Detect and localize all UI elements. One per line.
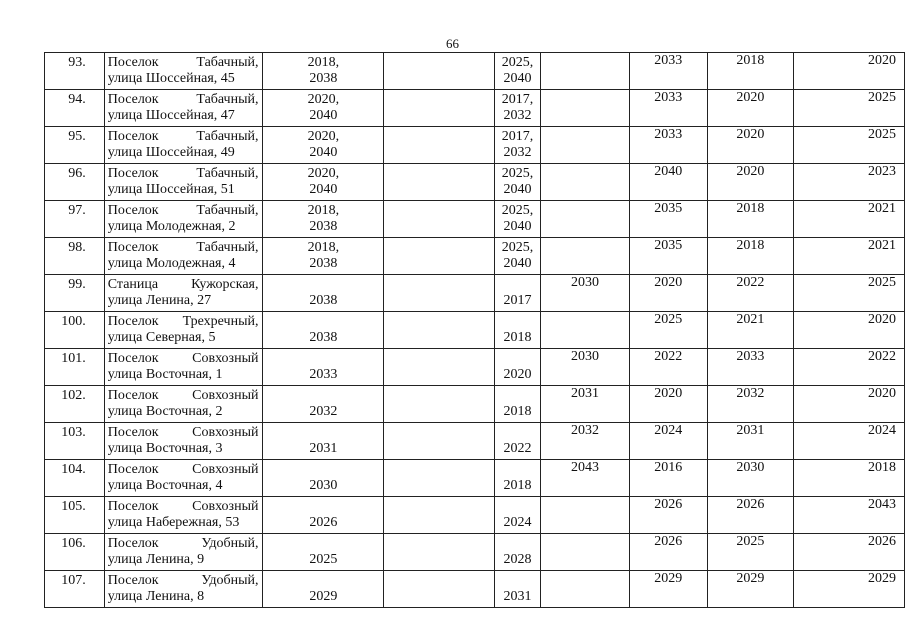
year-value: 2025, (501, 203, 534, 218)
cell-col-7: 2033 (629, 90, 707, 127)
cell-col-8: 2031 (707, 423, 793, 460)
cell-col-8: 2033 (707, 349, 793, 386)
year-cell-1 (263, 53, 384, 90)
year-cell-2 (494, 90, 541, 127)
year-cell-2 (494, 423, 541, 460)
settlement-type: Поселок (107, 462, 159, 477)
cell-col-7: 2026 (629, 497, 707, 534)
settlement-type: Поселок (107, 536, 159, 551)
table-row (45, 275, 905, 312)
year-cell-1 (263, 460, 384, 497)
cell-col-4 (384, 164, 494, 201)
year-value (263, 425, 383, 441)
address-line-1 (108, 462, 259, 478)
year-cell-1 (263, 201, 384, 238)
year-value: 2033 (309, 367, 338, 382)
address-cell (104, 571, 263, 608)
settlement-type: Поселок (107, 129, 159, 144)
settlement-name: Совхозный (192, 388, 259, 403)
settlement-type: Поселок (107, 166, 159, 181)
year-value: 2017, (501, 92, 534, 107)
row-number: 100. (45, 312, 105, 349)
year-value: 2040 (503, 219, 532, 234)
year-value (495, 351, 541, 367)
year-cell-2 (494, 275, 541, 312)
cell-col-7: 2020 (629, 275, 707, 312)
row-number: 99. (45, 275, 105, 312)
year-value (263, 314, 383, 330)
year-value: 2018, (307, 240, 340, 255)
year-cell-2 (494, 497, 541, 534)
year-value (495, 388, 541, 404)
address-line-2: улица Северная, 5 (107, 330, 216, 345)
cell-col-7: 2033 (629, 53, 707, 90)
cell-col-8: 2018 (707, 53, 793, 90)
cell-col-4 (384, 275, 494, 312)
address-cell (104, 423, 263, 460)
cell-col-9: 2021 (794, 238, 905, 275)
year-cell-1 (263, 312, 384, 349)
row-number: 106. (45, 534, 105, 571)
table-row (45, 238, 905, 275)
table-row (45, 312, 905, 349)
table-row (45, 164, 905, 201)
year-cell-2 (494, 201, 541, 238)
settlement-name: Табачный, (196, 92, 259, 107)
row-number: 104. (45, 460, 105, 497)
cell-col-9: 2021 (794, 201, 905, 238)
table-row (45, 90, 905, 127)
cell-col-6 (541, 571, 629, 608)
address-line-2: улица Восточная, 4 (107, 478, 223, 493)
table-row (45, 127, 905, 164)
row-number: 107. (45, 571, 105, 608)
cell-col-8: 2026 (707, 497, 793, 534)
year-cell-1 (263, 275, 384, 312)
cell-col-4 (384, 349, 494, 386)
settlement-type: Станица (107, 277, 159, 292)
year-value (263, 388, 383, 404)
page-number: 66 (446, 36, 459, 51)
cell-col-7: 2029 (629, 571, 707, 608)
settlement-name: Табачный, (196, 129, 259, 144)
table-row (45, 423, 905, 460)
table-row (45, 386, 905, 423)
year-value: 2020, (307, 166, 340, 181)
year-value: 2038 (309, 256, 338, 271)
address-line-2: улица Молодежная, 4 (107, 256, 236, 271)
year-value (263, 351, 383, 367)
settlement-type: Поселок (107, 92, 159, 107)
cell-col-6: 2030 (541, 275, 629, 312)
cell-col-6: 2032 (541, 423, 629, 460)
year-value (495, 573, 541, 589)
year-value: 2025, (501, 240, 534, 255)
year-cell-2 (494, 238, 541, 275)
year-cell-1 (263, 423, 384, 460)
year-value: 2040 (503, 182, 532, 197)
table-row (45, 349, 905, 386)
address-cell (104, 312, 263, 349)
year-value: 2018, (307, 203, 340, 218)
year-value: 2018, (307, 55, 340, 70)
year-value (495, 277, 541, 293)
cell-col-9: 2025 (794, 90, 905, 127)
table-row (45, 53, 905, 90)
cell-col-8: 2020 (707, 90, 793, 127)
year-value: 2026 (309, 515, 338, 530)
year-value: 2028 (503, 552, 532, 567)
year-cell-1 (263, 386, 384, 423)
year-cell-1 (263, 90, 384, 127)
cell-col-6 (541, 238, 629, 275)
settlement-name: Трехречный, (182, 314, 259, 329)
address-line-2: улица Молодежная, 2 (107, 219, 236, 234)
year-value: 2017, (501, 129, 534, 144)
year-value: 2031 (503, 589, 532, 604)
year-value: 2020 (503, 367, 532, 382)
cell-col-7: 2035 (629, 201, 707, 238)
cell-col-6 (541, 127, 629, 164)
year-cell-2 (494, 571, 541, 608)
year-value: 2031 (309, 441, 338, 456)
year-value: 2040 (503, 256, 532, 271)
row-number: 101. (45, 349, 105, 386)
row-number: 102. (45, 386, 105, 423)
settlement-name: Удобный, (201, 536, 259, 551)
table-row (45, 571, 905, 608)
cell-col-7: 2033 (629, 127, 707, 164)
address-line-1 (108, 499, 259, 515)
row-number: 98. (45, 238, 105, 275)
year-cell-2 (494, 534, 541, 571)
cell-col-8: 2021 (707, 312, 793, 349)
year-value: 2040 (503, 71, 532, 86)
address-cell (104, 201, 263, 238)
settlement-name: Табачный, (196, 166, 259, 181)
year-value: 2032 (503, 145, 532, 160)
row-number: 93. (45, 53, 105, 90)
cell-col-4 (384, 53, 494, 90)
cell-col-9: 2022 (794, 349, 905, 386)
cell-col-4 (384, 460, 494, 497)
cell-col-8: 2032 (707, 386, 793, 423)
address-line-1 (108, 92, 259, 108)
cell-col-4 (384, 238, 494, 275)
year-value (495, 425, 541, 441)
year-value: 2038 (309, 293, 338, 308)
cell-col-9: 2025 (794, 275, 905, 312)
cell-col-6 (541, 534, 629, 571)
address-cell (104, 460, 263, 497)
settlement-name: Табачный, (196, 240, 259, 255)
cell-col-4 (384, 423, 494, 460)
cell-col-7: 2040 (629, 164, 707, 201)
cell-col-8: 2018 (707, 238, 793, 275)
cell-col-9: 2020 (794, 53, 905, 90)
address-line-2: улица Восточная, 1 (107, 367, 223, 382)
year-value (263, 499, 383, 515)
cell-col-7: 2035 (629, 238, 707, 275)
year-value: 2030 (309, 478, 338, 493)
year-value: 2038 (309, 71, 338, 86)
cell-col-9: 2023 (794, 164, 905, 201)
cell-col-8: 2020 (707, 164, 793, 201)
year-value: 2025 (309, 552, 338, 567)
settlement-name: Совхозный (192, 351, 259, 366)
row-number: 105. (45, 497, 105, 534)
year-value: 2025, (501, 55, 534, 70)
year-value (263, 536, 383, 552)
year-value: 2017 (503, 293, 532, 308)
address-line-2: улица Ленина, 8 (107, 589, 205, 604)
cell-col-7: 2016 (629, 460, 707, 497)
address-line-1 (108, 351, 259, 367)
table-row (45, 534, 905, 571)
cell-col-4 (384, 312, 494, 349)
year-cell-1 (263, 571, 384, 608)
address-line-2: улица Шоссейная, 45 (107, 71, 235, 86)
year-value: 2029 (309, 589, 338, 604)
settlement-type: Поселок (107, 573, 159, 588)
cell-col-8: 2029 (707, 571, 793, 608)
address-line-2: улица Ленина, 9 (107, 552, 205, 567)
address-line-1 (108, 314, 259, 330)
year-value: 2025, (501, 166, 534, 181)
row-number: 96. (45, 164, 105, 201)
year-value (263, 462, 383, 478)
year-value: 2020, (307, 129, 340, 144)
settlement-name: Совхозный (192, 462, 259, 477)
address-line-1 (108, 240, 259, 256)
year-cell-1 (263, 127, 384, 164)
cell-col-6: 2031 (541, 386, 629, 423)
settlement-type: Поселок (107, 499, 159, 514)
cell-col-8: 2020 (707, 127, 793, 164)
cell-col-6 (541, 164, 629, 201)
cell-col-9: 2020 (794, 386, 905, 423)
year-value (263, 573, 383, 589)
year-value: 2018 (503, 330, 532, 345)
cell-col-6: 2043 (541, 460, 629, 497)
data-table (44, 52, 905, 608)
address-line-1 (108, 573, 259, 589)
address-line-1 (108, 425, 259, 441)
cell-col-7: 2026 (629, 534, 707, 571)
address-cell (104, 534, 263, 571)
address-cell (104, 275, 263, 312)
address-cell (104, 349, 263, 386)
address-cell (104, 164, 263, 201)
cell-col-4 (384, 571, 494, 608)
year-value: 2040 (309, 182, 338, 197)
settlement-type: Поселок (107, 314, 159, 329)
cell-col-7: 2024 (629, 423, 707, 460)
address-line-2: улица Ленина, 27 (107, 293, 212, 308)
settlement-name: Табачный, (196, 55, 259, 70)
settlement-name: Табачный, (196, 203, 259, 218)
address-cell (104, 386, 263, 423)
cell-col-4 (384, 201, 494, 238)
year-cell-2 (494, 164, 541, 201)
year-value: 2020, (307, 92, 340, 107)
settlement-type: Поселок (107, 351, 159, 366)
cell-col-7: 2020 (629, 386, 707, 423)
row-number: 103. (45, 423, 105, 460)
address-line-1 (108, 203, 259, 219)
year-value: 2018 (503, 478, 532, 493)
row-number: 97. (45, 201, 105, 238)
year-value: 2018 (503, 404, 532, 419)
cell-col-6 (541, 312, 629, 349)
address-line-1 (108, 166, 259, 182)
year-cell-2 (494, 53, 541, 90)
year-cell-2 (494, 312, 541, 349)
cell-col-8: 2018 (707, 201, 793, 238)
address-line-2: улица Набережная, 53 (107, 515, 240, 530)
settlement-name: Удобный, (201, 573, 259, 588)
year-value: 2040 (309, 145, 338, 160)
settlement-type: Поселок (107, 55, 159, 70)
year-value: 2040 (309, 108, 338, 123)
cell-col-9: 2029 (794, 571, 905, 608)
cell-col-4 (384, 90, 494, 127)
settlement-type: Поселок (107, 425, 159, 440)
year-value (495, 314, 541, 330)
year-cell-1 (263, 238, 384, 275)
cell-col-9: 2026 (794, 534, 905, 571)
row-number: 94. (45, 90, 105, 127)
table-row (45, 460, 905, 497)
cell-col-8: 2025 (707, 534, 793, 571)
year-cell-1 (263, 164, 384, 201)
table-row (45, 201, 905, 238)
cell-col-8: 2030 (707, 460, 793, 497)
year-value: 2032 (503, 108, 532, 123)
year-value (263, 277, 383, 293)
cell-col-7: 2022 (629, 349, 707, 386)
cell-col-9: 2025 (794, 127, 905, 164)
year-value: 2024 (503, 515, 532, 530)
address-line-2: улица Шоссейная, 49 (107, 145, 235, 160)
cell-col-9: 2043 (794, 497, 905, 534)
cell-col-4 (384, 386, 494, 423)
cell-col-6 (541, 497, 629, 534)
address-line-1 (108, 388, 259, 404)
address-line-1 (108, 129, 259, 145)
address-line-2: улица Шоссейная, 51 (107, 182, 235, 197)
cell-col-9: 2018 (794, 460, 905, 497)
year-value (495, 536, 541, 552)
settlement-name: Совхозный (192, 499, 259, 514)
address-line-2: улица Шоссейная, 47 (107, 108, 235, 123)
address-line-2: улица Восточная, 3 (107, 441, 223, 456)
year-cell-1 (263, 349, 384, 386)
cell-col-9: 2024 (794, 423, 905, 460)
year-cell-2 (494, 386, 541, 423)
year-cell-2 (494, 349, 541, 386)
address-cell (104, 90, 263, 127)
address-cell (104, 497, 263, 534)
settlement-type: Поселок (107, 240, 159, 255)
year-cell-2 (494, 127, 541, 164)
address-cell (104, 238, 263, 275)
address-line-2: улица Восточная, 2 (107, 404, 223, 419)
settlement-type: Поселок (107, 388, 159, 403)
year-value: 2038 (309, 330, 338, 345)
year-value: 2032 (309, 404, 338, 419)
cell-col-9: 2020 (794, 312, 905, 349)
settlement-name: Кужорская, (191, 277, 259, 292)
cell-col-4 (384, 497, 494, 534)
cell-col-6 (541, 53, 629, 90)
cell-col-7: 2025 (629, 312, 707, 349)
table-row (45, 497, 905, 534)
address-cell (104, 53, 263, 90)
address-line-1 (108, 536, 259, 552)
address-line-1 (108, 55, 259, 71)
cell-col-6: 2030 (541, 349, 629, 386)
cell-col-6 (541, 90, 629, 127)
cell-col-4 (384, 127, 494, 164)
year-value (495, 462, 541, 478)
year-value (495, 499, 541, 515)
cell-col-6 (541, 201, 629, 238)
cell-col-4 (384, 534, 494, 571)
year-cell-1 (263, 497, 384, 534)
address-line-1 (108, 277, 259, 293)
year-value: 2038 (309, 219, 338, 234)
year-cell-2 (494, 460, 541, 497)
year-value: 2022 (503, 441, 532, 456)
settlement-name: Совхозный (192, 425, 259, 440)
settlement-type: Поселок (107, 203, 159, 218)
address-cell (104, 127, 263, 164)
cell-col-8: 2022 (707, 275, 793, 312)
row-number: 95. (45, 127, 105, 164)
year-cell-1 (263, 534, 384, 571)
